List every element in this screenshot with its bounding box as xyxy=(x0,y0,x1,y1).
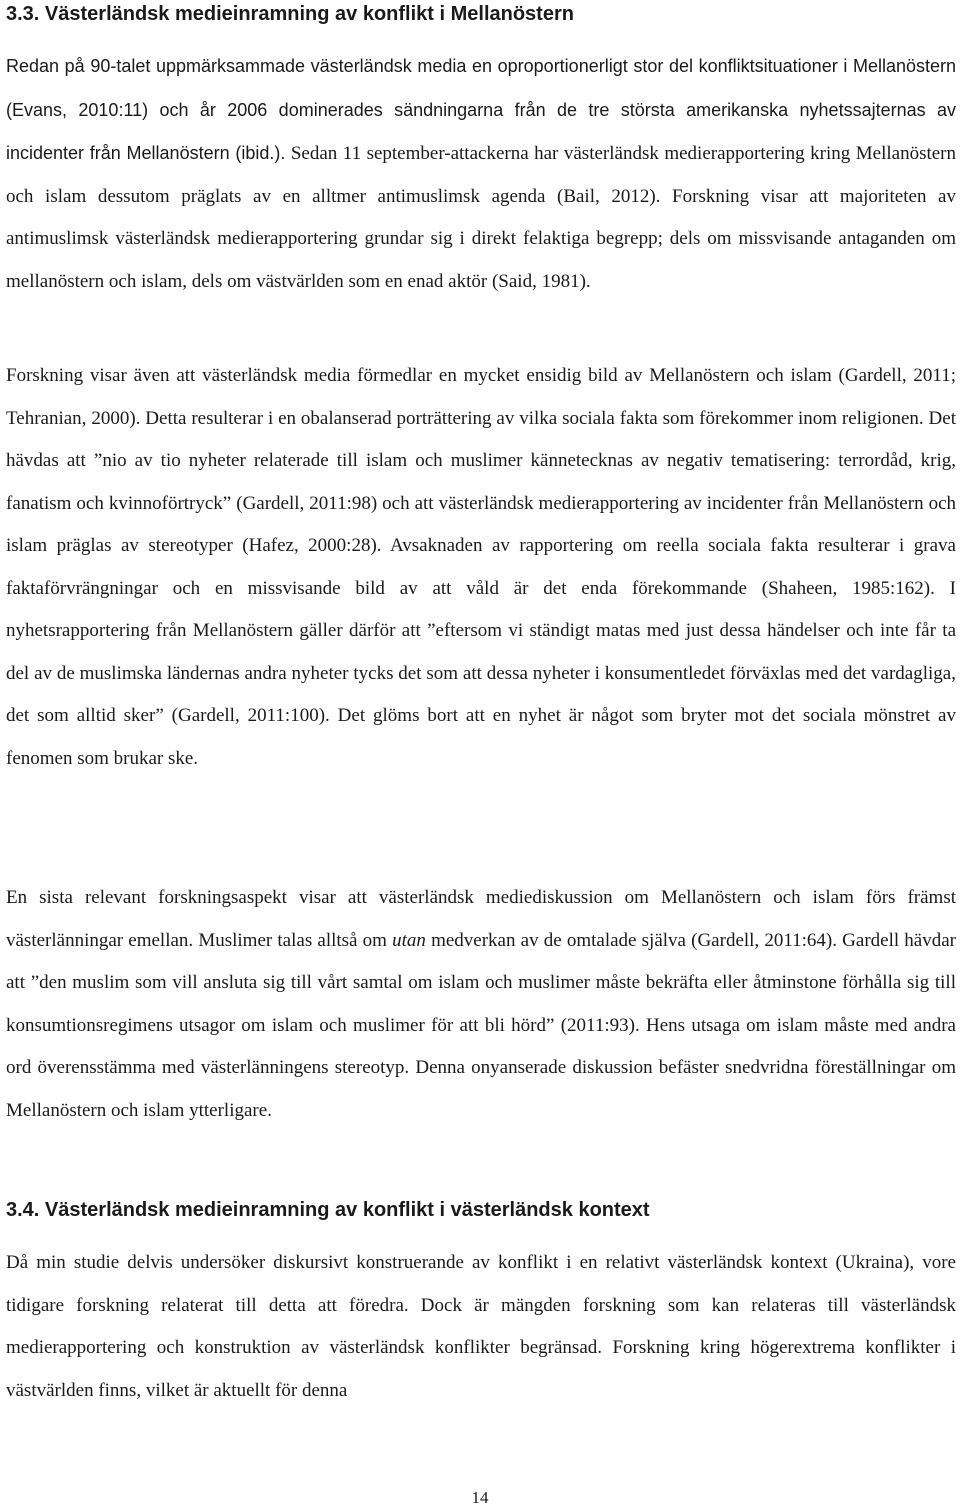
paragraph-3-3-2: Forskning visar även att västerländsk media förmedlar en mycket ensidig bild av Mellanöstern och islam (Gardell, 2011; Tehranian, 2000). Detta resulterar i en obalanserad porträttering av vilka sociala fakta som förekommer inom religionen. Det hävdas att ”nio av tio nyheter relaterade till islam och muslimer kännetecknas av negativ tematisering: terrordåd, krig, fanatism och kvinnoförtryck” (Gardell, 2011:98) och att västerländsk medierapportering av incidenter från Mellanöstern och islam präglas av stereotyper (Hafez, 2000:28). Avsaknaden av rapportering om reella sociala fakta resulterar i grava faktaförvrängningar och en missvisande bild av att våld är det enda förekommande (Shaheen, 1985:162). I nyhetsrapportering från Mellanöstern gäller därför att ”eftersom vi ständigt matas med just dessa händelser och inte får ta del av de muslimska ländernas andra nyheter tycks det som att dessa nyheter i konsumentledet förväxlas med det vardagliga, det som alltid sker” (Gardell, 2011:100). Det glöms bort att en nyhet är något som bryter mot det sociala mönstret av fenomen som brukar ske. xyxy=(6,365,956,769)
emphasis-utan: utan xyxy=(392,929,426,951)
paragraph-3-3-1 xyxy=(6,45,956,303)
paragraph-3-3-3-part-b: medverkan av de omtalade själva (Gardell, 2011:64). Gardell hävdar att ”den muslim som vill ansluta sig till vårt samtal om islam och muslimer måste bekräfta eller åtminstone förhålla sig till konsumtionsregimens utsagor om islam och muslimer för att bli hörd” (2011:93). Hens utsaga om islam måste med andra ord överensstämma med västerlänningens stereotyp. Denna onyanserade diskussion befäster snedvridna föreställningar om Mellanöstern och islam ytterligare. xyxy=(6,929,957,1121)
page-number: 14 xyxy=(471,1488,489,1507)
section-heading-3-4: 3.4. Västerländsk medieinramning av konflikt i västerländsk kontext xyxy=(6,1199,650,1221)
paragraph-3-3-1-part-a: Redan på 90-talet uppmärksammade västerländsk media en oproportionerligt stor del konfliktsituationer i Mellanöstern (Evans, 2010:11) och år 2006 dominerades sändningarna från de tre största amerikanska nyhetssajternas av incidenter från Mellanöstern (ibid.). xyxy=(6,56,956,163)
paragraph-3-4-1: Då min studie delvis undersöker diskursivt konstruerande av konflikt i en relativt västerländsk kontext (Ukraina), vore tidigare forskning relaterat till detta att föredra. Dock är mängden forskning som kan relateras till västerländsk medierapportering och konstruktion av västerländsk konflikter begränsad. Forskning kring högerextrema konflikter i västvärlden finns, vilket är aktuellt för denna xyxy=(6,1252,956,1401)
paragraph-3-3-3 xyxy=(6,877,956,1132)
paragraph-3-3-1-part-b: Sedan 11 september-attackerna har västerländsk medierapportering kring Mellanöstern och islam dessutom präglats av en alltmer antimuslimsk agenda (Bail, 2012). Forskning visar att majoriteten av antimuslimsk västerländsk medierapportering grundar sig i direkt felaktiga begrepp; dels om missvisande antaganden om mellanöstern och islam, dels om västvärlden som en enad aktör (Said, 1981). xyxy=(6,143,957,292)
paragraph-3-3-3-part-a: En sista relevant forskningsaspekt visar att västerländsk mediediskussion om Mellanöstern och islam förs främst västerlänningar emellan. Muslimer talas alltså om xyxy=(6,887,956,951)
section-heading-3-3: 3.3. Västerländsk medieinramning av konflikt i Mellanöstern xyxy=(6,3,574,25)
